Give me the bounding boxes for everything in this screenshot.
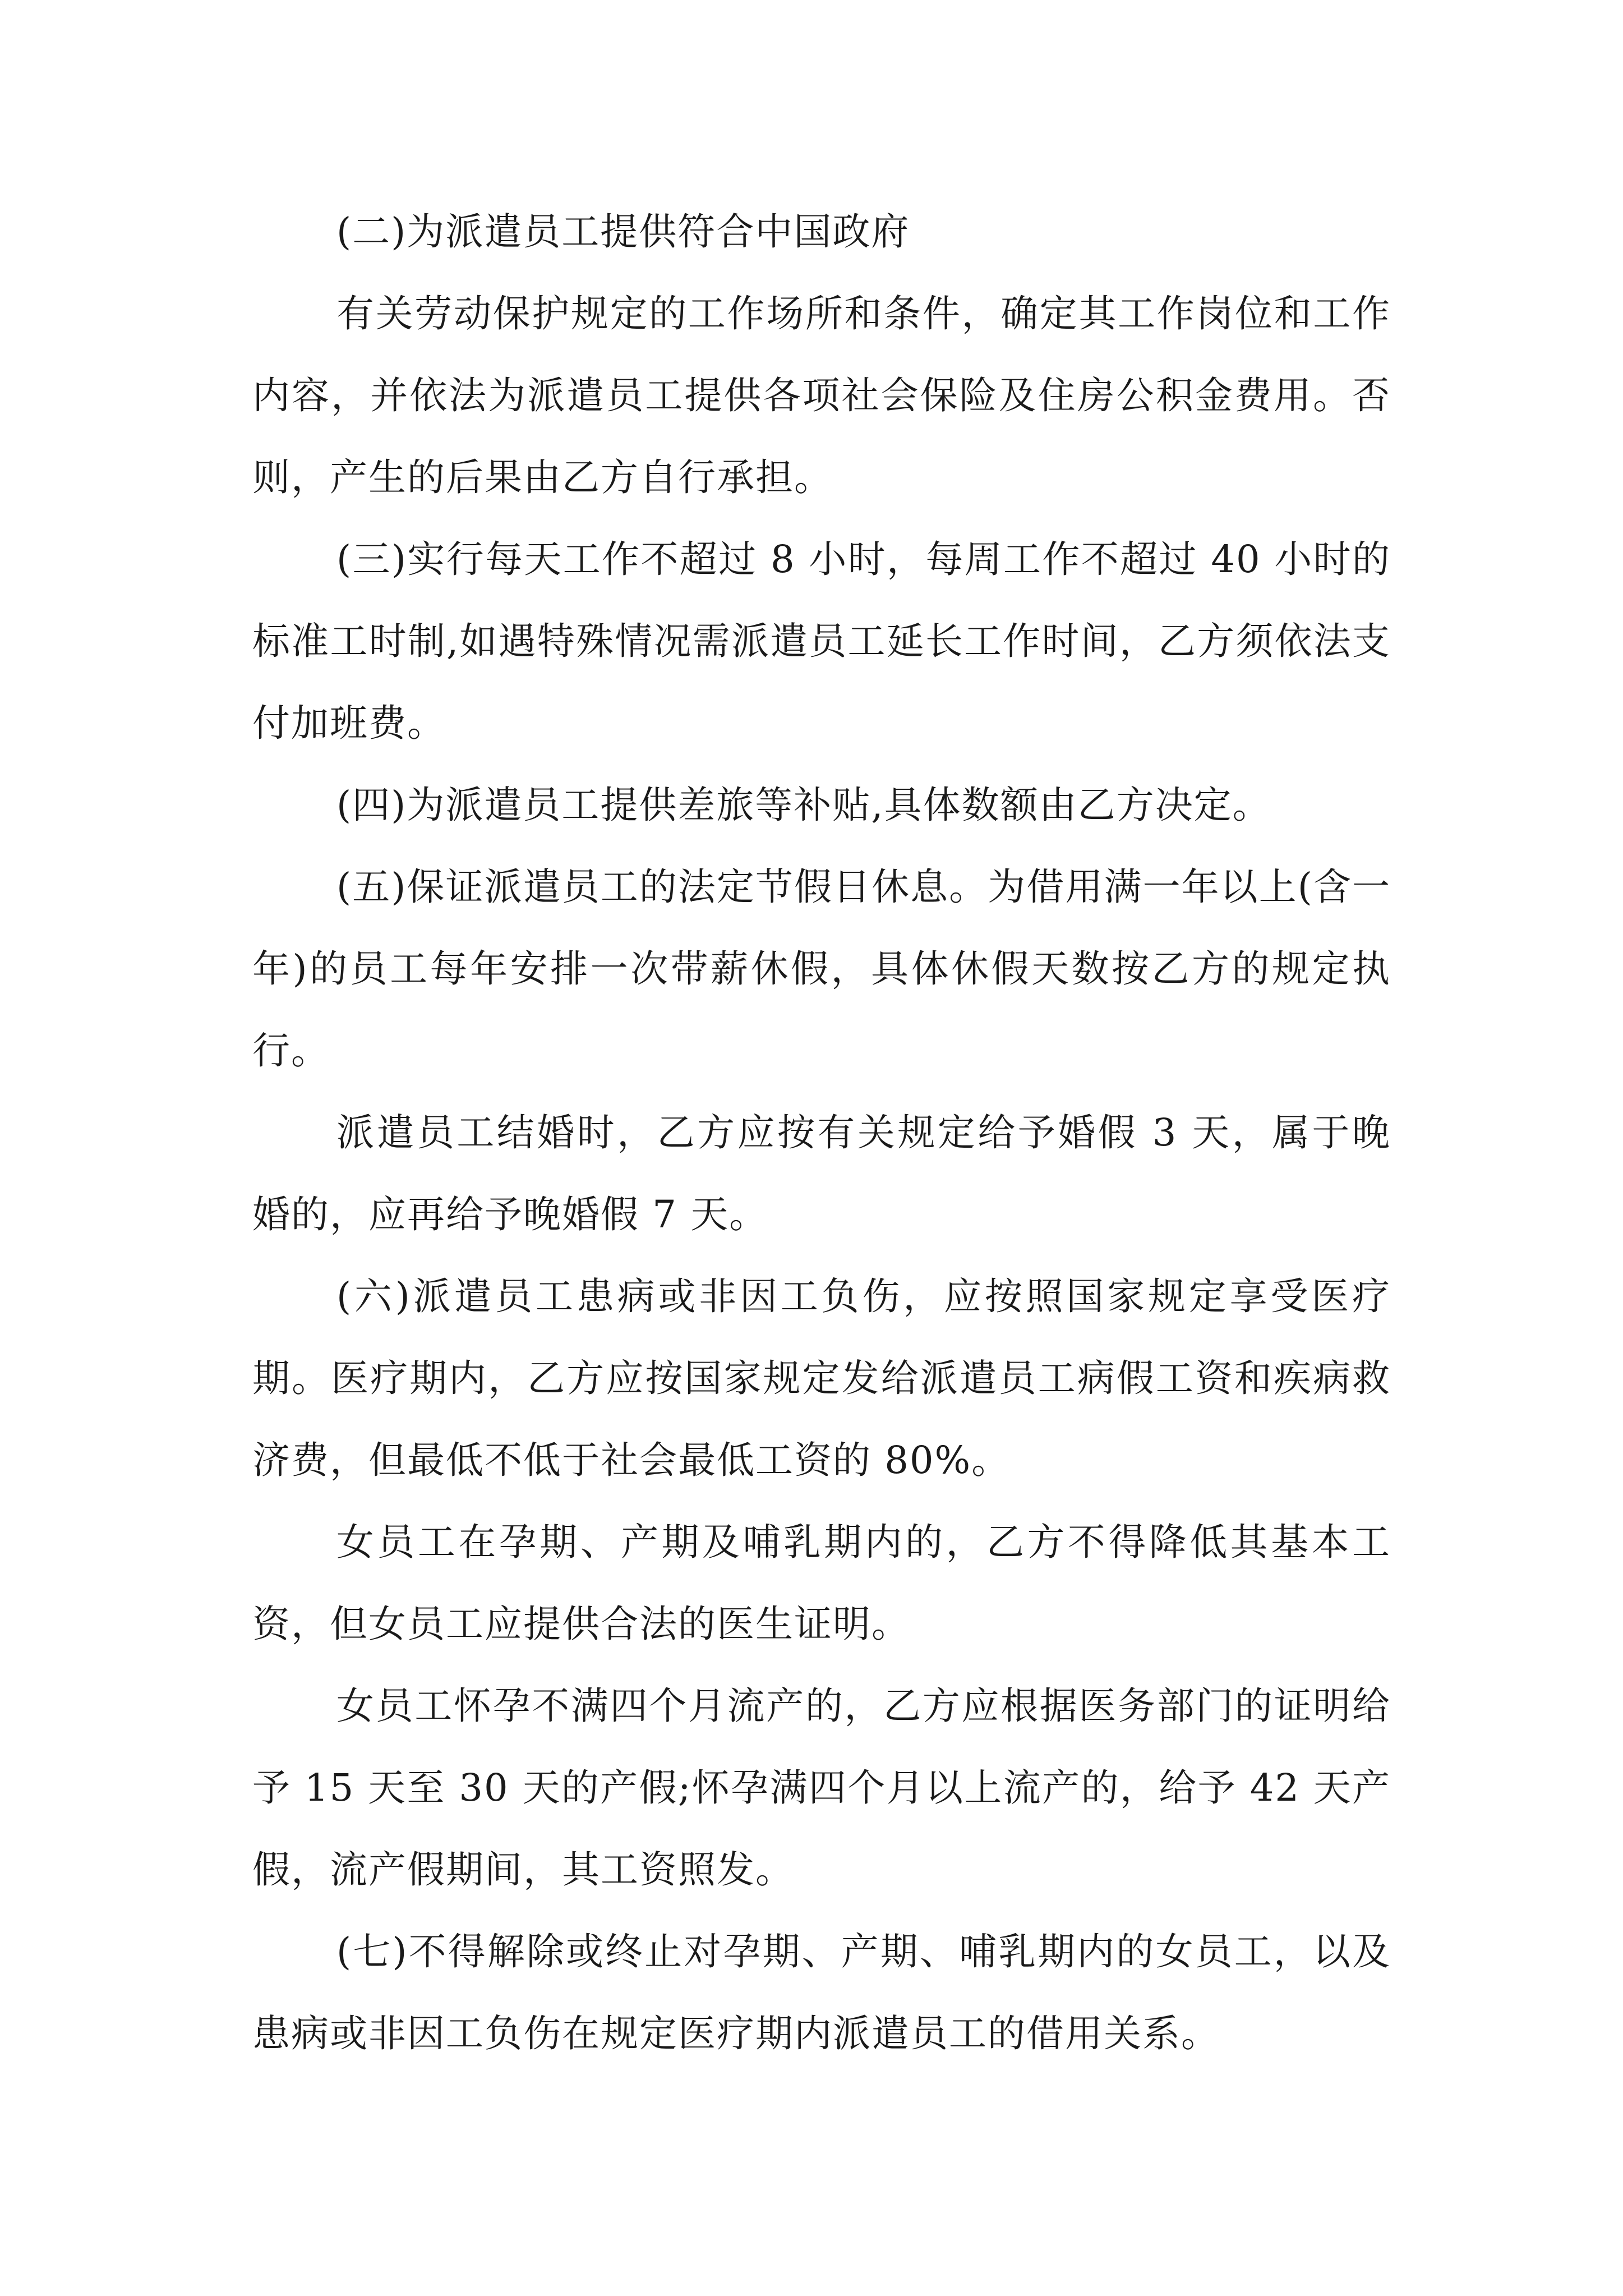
paragraph-clause-7: (七)不得解除或终止对孕期、产期、哺乳期内的女员工，以及患病或非因工负伤在规定医疗期内派遣员工的借用关系。 <box>252 1930 1391 2055</box>
paragraph-clause-4: (四)为派遣员工提供差旅等补贴,具体数额由乙方决定。 <box>336 783 1271 827</box>
paragraph-clause-6: (六)派遣员工患病或非因工负伤，应按照国家规定享受医疗期。医疗期内，乙方应按国家规定发给派遣员工病假工资和疾病救济费，但最低不低于社会最低工资的 80%。 <box>252 1274 1391 1482</box>
paragraph-pregnancy-wages: 女员工在孕期、产期及哺乳期内的，乙方不得降低其基本工资，但女员工应提供合法的医生证明。 <box>252 1520 1391 1646</box>
paragraph-clause-2: (二)为派遣员工提供符合中国政府 <box>336 210 910 254</box>
paragraph-labor-protection: 有关劳动保护规定的工作场所和条件，确定其工作岗位和工作内容，并依法为派遣员工提供各项社会保险及住房公积金费用。否则，产生的后果由乙方自行承担。 <box>252 292 1391 499</box>
paragraph-marriage-leave: 派遣员工结婚时，乙方应按有关规定给予婚假 3 天，属于晚婚的，应再给予晚婚假 7 天。 <box>252 1111 1391 1236</box>
paragraph-clause-5: (五)保证派遣员工的法定节假日休息。为借用满一年以上(含一年)的员工每年安排一次带薪休假，具体休假天数按乙方的规定执行。 <box>252 865 1391 1073</box>
paragraph-miscarriage-leave: 女员工怀孕不满四个月流产的，乙方应根据医务部门的证明给予 15 天至 30 天的产假;怀孕满四个月以上流产的，给予 42 天产假，流产假期间，其工资照发。 <box>252 1684 1391 1892</box>
document-body <box>252 191 1391 2074</box>
paragraph-clause-3: (三)实行每天工作不超过 8 小时，每周工作不超过 40 小时的标准工时制,如遇特殊情况需派遣员工延长工作时间，乙方须依法支付加班费。 <box>252 537 1391 745</box>
